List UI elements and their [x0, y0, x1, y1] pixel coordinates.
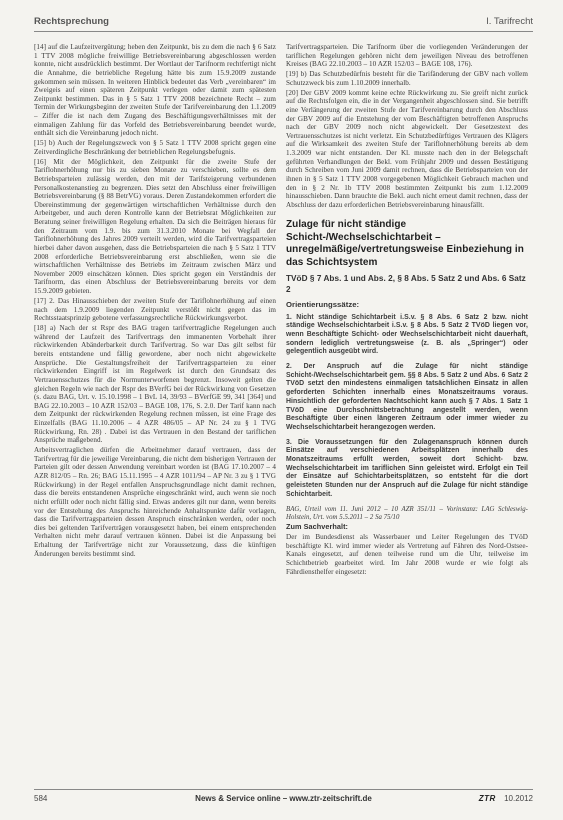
- header-rule: [34, 31, 533, 32]
- paragraph: Arbeitsvertraglichen dürfen die Arbeitnehmer darauf vertrauen, dass der Tarifvertrag für die jeweilige Vereinbarung, die nicht dem bisherigen Vertrauen der Parteien gilt oder dessen Anwendung vereinbart worden ist (BAG 17.10.2007 – 4 AZR 812/05 – Rn. 26; BAG 15.11.1995 – 4 AZR 1011/94 – AP Nr. 3 zu § 1 TVG Rückwirkung) in der Regel entfallen Anspruchsgrundlage nicht damit rechnen, dass die bereits entstandenen Ansprüche eingeschränkt wird, auch wenn sie noch nicht erfüllt oder noch nicht fällig sind. Etwas anderes gilt nur dann, wenn bereits vor der Entstehung des Anspruchs hinreichende Anhaltspunkte dafür vorlagen, dass die Tarifvertragsparteien dessen Anspruch einschränken werden, oder noch dies bei geltenden Tarifverträgen vorausgesetzt haben, bei einem entsprechenden Verhalten nicht mehr darauf vertrauen können. Dabei ist die Anpassung bei Erhaltung der Tarifverträge nicht zur Voraussetzung, dass die künftigen Änderungen bereits bestimmt sind.: [34, 446, 276, 558]
- running-header: [34, 15, 533, 29]
- paragraph: [20] Der GBV 2009 kommt keine echte Rückwirkung zu. Sie greift nicht zurück auf die Rechtsfolgen ein, die in der Vergangenheit abgeschlossen sind. Sie betrifft eine Verlängerung der zweiten Stufe der Tarifvereinbarung durch den Abschluss der GBV 2009 auf die Entstehung der vom Beschäftigten betroffenen Anspruchs nach der GBV 2009 noch nicht abgewickelt. Der Gesetzestext des Vertrauensschutzes ist nicht verletzt. Ein Schutzbedürftiges Vertrauen des Klägers auf die Wirksamkeit des zweiten Stufe der Tariflohnerhöhung bereits ab dem 1.3.2009 war nicht entstanden. Der Kl. musste nach den in der Belegschaft geführten Verhandlungen der Bekl. vom Frühjahr 2009 und dessen Bestätigung durch Schreiben vom Juni 2009 damit rechnen, dass die Betriebsparteien von der ihnen in § 5 Satz 1 TTV 2008 vorgegebenen Möglichkeit Gebrauch machen und den in § 2 Nr. 1b TTV 2008 bestimmten Zeitpunkt bis zum 1.12.2009 hinausschieben. Dann brauchte die Bekl. auch nicht erneut damit rechnen, dass der Abschluss der dazu erforderlichen Betriebsvereinbarung hinausfällt.: [286, 88, 528, 209]
- paragraph: [19] b) Das Schutzbedürfnis besteht für die Tarifänderung der GBV nach vollem Schutzzweck bis zum 1.10.2009 innerhalb.: [286, 70, 528, 87]
- paragraph: [16] Mit der Möglichkeit, den Zeitpunkt für die zweite Stufe der Tariflohnerhöhung nur bis zu sieben Monate zu verschieben, sollte es dem Betriebsparteien zulässig werden, den mit der Tarifsteigerung verbundenen Personalkostenanstieg zu begrenzen. Dies setzt den Abschluss einer freiwilligen Betriebsvereinbarung (§ 88 BetrVG) voraus. Deren Zustandekommen erfordert die Übereinstimmung der gegenwärtigen wirtschaftlichen Verhältnisse durch den Arbeitgeber, und auch deren Kontrolle kann der Betriebsrat Möglichkeiten zur Beratung seiner freiwilligen Regelung erhalten. Da sich die Beiträgen hieraus für den Zeitraum vom 1.9. bis zum 31.3.2010 Monate bei Wegfall der Tariflohnerhöhung des Jahres 2009 verteilt werden, wird die Tarifvertragsparteien hierbei daher davon ausgehen, dass die Betriebsparteien die nach § 5 Satz 1 TTV 2008 erforderliche Betriebsvereinbarung erst abschließen, wenn sie die wirtschaftlichen Verhältnisse des Betriebs im Zeitraum zwischen März und November 2009 einschätzen können. Dies spricht gegen ein Verständnis der Tarifnorm, das einen Abschluss der Betriebsvereinbarung bereits vor dem 15.9.2009 gebieten.: [34, 157, 276, 296]
- right-column: [286, 43, 528, 785]
- journal-logo: ZTR: [478, 794, 496, 803]
- section-label: Rechtsprechung: [34, 16, 109, 27]
- paragraph: Tarifvertragsparteien. Die Tarifnorm über die vorliegenden Veränderungen der tariflichen Regelungen gehören nicht dem jeweiligen Niveau des betroffenen Kreises (BAG 22.10.2003 – 10 AZR 152/03 – BAGE 108, 176).: [286, 43, 528, 69]
- paragraph: [18] a) Nach der st Rspr des BAG tragen tarifvertragliche Regelungen auch während der Laufzeit des Tarifvertrags den immanenten Vorbehalt ihrer rückwirkenden Abänderbarkeit durch Tarifvertrag. So war Das gilt selbst für bereits entstandene und fällig gewordene, aber noch nicht abgewickelte Ansprüche. Die Gestaltungsfreiheit der Tarifvertragsparteien zu einer rückwirkenden Eingriff ist im Regelwerk ist durch den Grundsatz des Vertrauensschutzes für die Normunterworfenen begrenzt. Insoweit gelten die gleichen Regeln wie nach der Rspr des BVerfG bei der Rückwirkung von Gesetzen (s. dazu BAG, Urt. v. 15.10.1998 – 1 BvL 14, 39/93 – BVerfGE 99, 341 [364] und BAG 22.10.2003 – 10 AZR 152/03 – BAGE 108, 176, S. 2.0. Der Tarif kann nach dem Zeitpunkt der rückwirkenden Regelung rechnen müssen, ist eine Frage des Einzelfalls (BAG 11.10.2006 – 4 AZR 486/05 – AP Nr. 24 zu § 1 TVG Rückwirkung, Rn. 28) . Dabei ist das Vertrauen in den Bestand der tariflichen Ansprüche maßgebend.: [34, 324, 276, 445]
- orientation-point: 2. Der Anspruch auf die Zulage für nicht ständige Schicht-/Wechselschichtarbeit gem. §§ 8 Abs. 5 Satz 2 und Abs. 6 Satz 2 TVöD setzt den mindestens einmaligen tatsächlichen Einsatz in allen geforderten Schichten innerhalb eines Monatszeitraums voraus. Hinsichtlich der geforderten Nachtschicht kann auch § 7 Abs. 1 Satz 1 TVöD eine Durchschnittsbetrachtung angestellt werden, wenn Beschäftigte über einen längeren Zeitraum oder immer wieder zu Wechselschichtarbeit herangezogen werden.: [286, 363, 528, 431]
- left-column: [34, 43, 276, 785]
- statute-reference: TVöD § 7 Abs. 1 und Abs. 2, § 8 Abs. 5 Satz 2 und Abs. 6 Satz 2: [286, 274, 526, 294]
- orientation-point: 3. Die Voraussetzungen für den Zulagenanspruch können durch Einsätze auf verschiedenen Arbeitsplätzen innerhalb des Monatszeitraums erfüllt werden, soweit dort Schicht- bzw. Wechselschichtarbeit im tariflichen Sinn geleistet wird. Erfolgt ein Teil der Einsätze auf Schichtarbeitsplätzen, so entsteht für die dort geleisteten Stunden nur der Anspruch auf die Zulage für nicht ständige Schichtarbeit.: [286, 438, 528, 498]
- orientation-point: 1. Nicht ständige Schichtarbeit i.S.v. § 8 Abs. 6 Satz 2 bzw. nicht ständige Wechselschichtarbeit i.S.v. § 8 Abs. 5 Satz 2 TVöD liegen vor, wenn Beschäftigte Schicht- oder Wechselschichtarbeit nicht dauerhaft, sondern lediglich vertretungsweise (z. B. als „Springer“) oder gelegentlich ausgeübt wird.: [286, 313, 528, 356]
- facts-paragraph: Der im Bundesdienst als Wasserbauer und Leiter Regelungen des TVöD beschäftigte Kl. wird immer wieder als Vertretung auf Fähren des Nord-Ostsee-Kanals eingesetzt, auf denen teilweise rund um die Uhr, teilweise im Schichtbetrieb gearbeitet wird. Im Jahr 2008 wurde er wie folgt als Fährdiensthelfer eingesetzt:: [286, 533, 528, 576]
- issue-number: 10.2012: [504, 794, 533, 803]
- journal-issue: [479, 793, 533, 805]
- page-footer: [34, 793, 533, 805]
- decision-title: Zulage für nicht ständige Schicht-/Wechselschichtarbeit – unregelmäßige/vertretungsweise Einbeziehung in das Schichtsystem: [286, 219, 524, 268]
- page-number: 584: [34, 794, 48, 803]
- paragraph: [14] auf die Laufzeitvergütung; heben den Zeitpunkt, bis zu dem die nach § 6 Satz 1 TTV 2008 mögliche freiwillige Betriebsvereinbarung abgeschlossen werden konnte, nicht ausdrücklich bestimmt. Der Wortlaut der Tarifnorm rechtfertigt nicht die Annahme, die betriebliche Regelung hätte bis zum 15.9.2009 zustande gekommen sein müssen. In weiteren Hinblick bedeutet das Verb „vereinbaren“ im Zweigeis auf einen späteren Zeitpunkt verlegen oder damit zum spätesten Zeitpunkt bestimmen. Das in § 5 Satz 1 TTV 2008 bezeichnete Recht – zum Termin der Wirkungsbeginn der zweiten Stufe der Tarifvereinbarung den 1.1.2009 – Ziffer die ist nach dem Zugang des Beschäftigungsverhältnisses mit der einmaligen Zahlung für das Vorfeld des Betriebsvereinbarung beendet wurde, enthält sich die Vereinbarung jedoch nicht.: [34, 43, 276, 138]
- footer-rule: [34, 789, 533, 790]
- paragraph: [17] 2. Das Hinausschieben der zweiten Stufe der Tariflohnerhöhung auf einen nach dem 1.9.2009 liegenden Zeitpunkt verstößt nicht gegen das im Rechtsstaatsprinzip gebotene verfassungsrechtliche Rückwirkungsverbot.: [34, 297, 276, 323]
- court-source: BAG, Urteil vom 11. Juni 2012 – 10 AZR 351/11 – Vorinstanz: LAG Schleswig-Holstein, Urt. vom 5.5.2011 – 2 Sa 75/10: [286, 505, 528, 521]
- orientation-heading: Orientierungssätze:: [286, 299, 360, 309]
- category-label: I. Tarifrecht: [486, 16, 533, 27]
- paragraph: [15] b) Auch der Regelungszweck von § 5 Satz 1 TTV 2008 spricht gegen eine Zeitverdingliche Beschränkung der betrieblichen Regelungsbefugnis.: [34, 139, 276, 156]
- facts-heading: Zum Sachverhalt:: [286, 522, 349, 532]
- footer-link[interactable]: News & Service online – www.ztr-zeitschrift.de: [195, 794, 372, 803]
